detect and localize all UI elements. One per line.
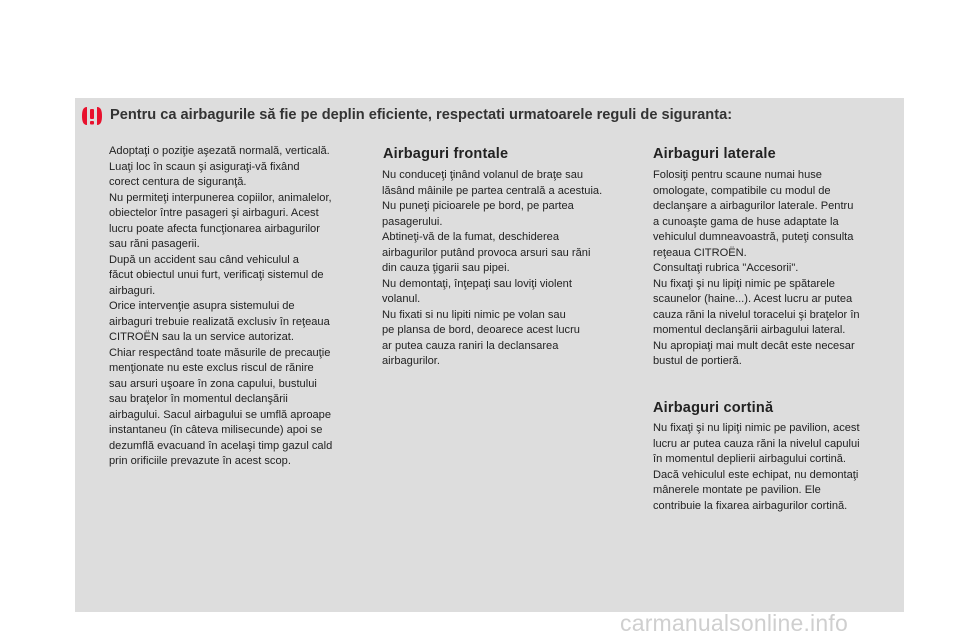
text-line: sau arsuri uşoare în zona capului, bustului [109,377,317,390]
text-line: făcut obiectul unui furt, verificaţi sistemul de [109,269,324,281]
text-line: Nu demontaţi, înţepaţi sau loviţi violent [382,277,572,290]
text-line: airbagurilor putând provoca arsuri sau răni [382,246,591,259]
text-line: declanşare a airbagurilor laterale. Pentru [653,200,854,212]
curtain-airbags-text [653,421,893,514]
text-line: volanul. [382,293,421,305]
text-line: Folosiţi pentru scaune numai huse [653,169,822,181]
text-line: După un accident sau când vehiculul a [109,253,299,266]
text-line: ar putea cauza raniri la declansarea [382,339,559,352]
text-line: scaunelor (haine...). Acest lucru ar putea [653,293,853,305]
text-line: Dacă vehiculul este echipat, nu demontaţi [653,468,859,481]
curtain-airbags-heading: Airbaguri cortină [653,400,774,416]
text-line: Nu permiteţi interpunerea copiilor, animalelor, [109,191,332,204]
text-line: reţeaua CITROËN. [653,246,747,259]
text-line: Nu apropiaţi mai mult decât este necesar [653,339,855,352]
text-line: sau braţelor în momentul declanşării [109,393,288,405]
text-line: pasagerului. [382,215,443,228]
text-line: lucru ar putea cauza răni la nivelul capului [653,437,860,450]
text-line: din cauza ţigarii sau pipei. [382,262,510,274]
text-line: contribuie la fixarea airbagurilor cortină. [653,499,848,512]
text-line: Nu fixaţi şi nu lipiţi nimic pe spătarele [653,277,835,290]
text-line: menţionate nu este exclus riscul de rănire [109,362,314,374]
text-line: cauza răni la nivelul toracelui şi braţelor în [653,308,860,321]
text-line: Luaţi loc în scaun şi asiguraţi-vă fixând [109,160,300,173]
watermark: carmanualsonline.info [620,610,848,636]
text-line: Nu conduceţi ţinând volanul de braţe sau [382,169,584,181]
text-line: momentul declanşării airbagului lateral. [653,324,846,336]
general-rules-text [109,144,361,470]
text-line: omologate, compatibile cu modul de [653,184,831,197]
text-line: Nu fixati si nu lipiti nimic pe volan sau [382,308,566,321]
text-line: în momentul deplierii airbagului cortină. [653,453,847,465]
text-line: dezumflă evacuand în acelaşi timp gazul cald [109,439,333,452]
frontal-airbags-heading: Airbaguri frontale [383,146,509,162]
side-airbags-heading: Airbaguri laterale [653,146,776,162]
text-line: airbaguri. [109,284,156,297]
text-line: Nu puneţi picioarele pe bord, pe partea [382,200,574,212]
frontal-airbags-text [382,168,634,370]
text-line: CITROËN sau la un service autorizat. [109,331,294,343]
text-line: a cunoaşte gama de huse adaptate la [653,215,839,228]
text-line: Nu fixaţi şi nu lipiţi nimic pe pavilion, acest [653,422,860,434]
text-line: airbaguri trebuie realizată exclusiv în reţeaua [109,315,330,328]
text-line: prin orificiile prevazute în acest scop. [109,455,291,467]
page-title: Pentru ca airbagurile să fie pe deplin eficiente, respectati urmatoarele reguli de siguranta: [110,107,733,123]
text-line: Consultaţi rubrica "Accesorii". [653,262,799,274]
text-line: Abtineţi-vă de la fumat, deschiderea [382,231,559,243]
warning-icon [81,106,103,126]
text-line: Adoptaţi o poziţie aşezată normală, verticală. [109,145,330,157]
text-line: airbagului. Sacul airbagului se umflă aproape [109,408,332,421]
text-line: lucru poate afecta funcţionarea airbagurilor [109,222,320,235]
text-line: sau răni pasagerii. [109,238,200,250]
text-line: corect centura de siguranţă. [109,176,247,188]
text-line: airbagurilor. [382,355,440,367]
text-line: instantaneu (în câteva milisecunde) apoi se [109,424,323,436]
text-line: vehiculul dumneavoastră, puteţi consulta [653,231,854,243]
text-line: lăsând mâinile pe partea centrală a acestuia. [382,184,603,197]
side-airbags-text [653,168,893,370]
text-line: pe plansa de bord, deoarece acest lucru [382,324,580,336]
text-line: Chiar respectând toate măsurile de precauţie [109,346,331,359]
text-line: mânerele montate pe pavilion. Ele [653,484,821,496]
text-line: obiectelor între pasageri şi airbaguri. Acest [109,207,319,219]
text-line: bustul de portieră. [653,355,742,367]
text-line: Orice intervenţie asupra sistemului de [109,300,295,312]
